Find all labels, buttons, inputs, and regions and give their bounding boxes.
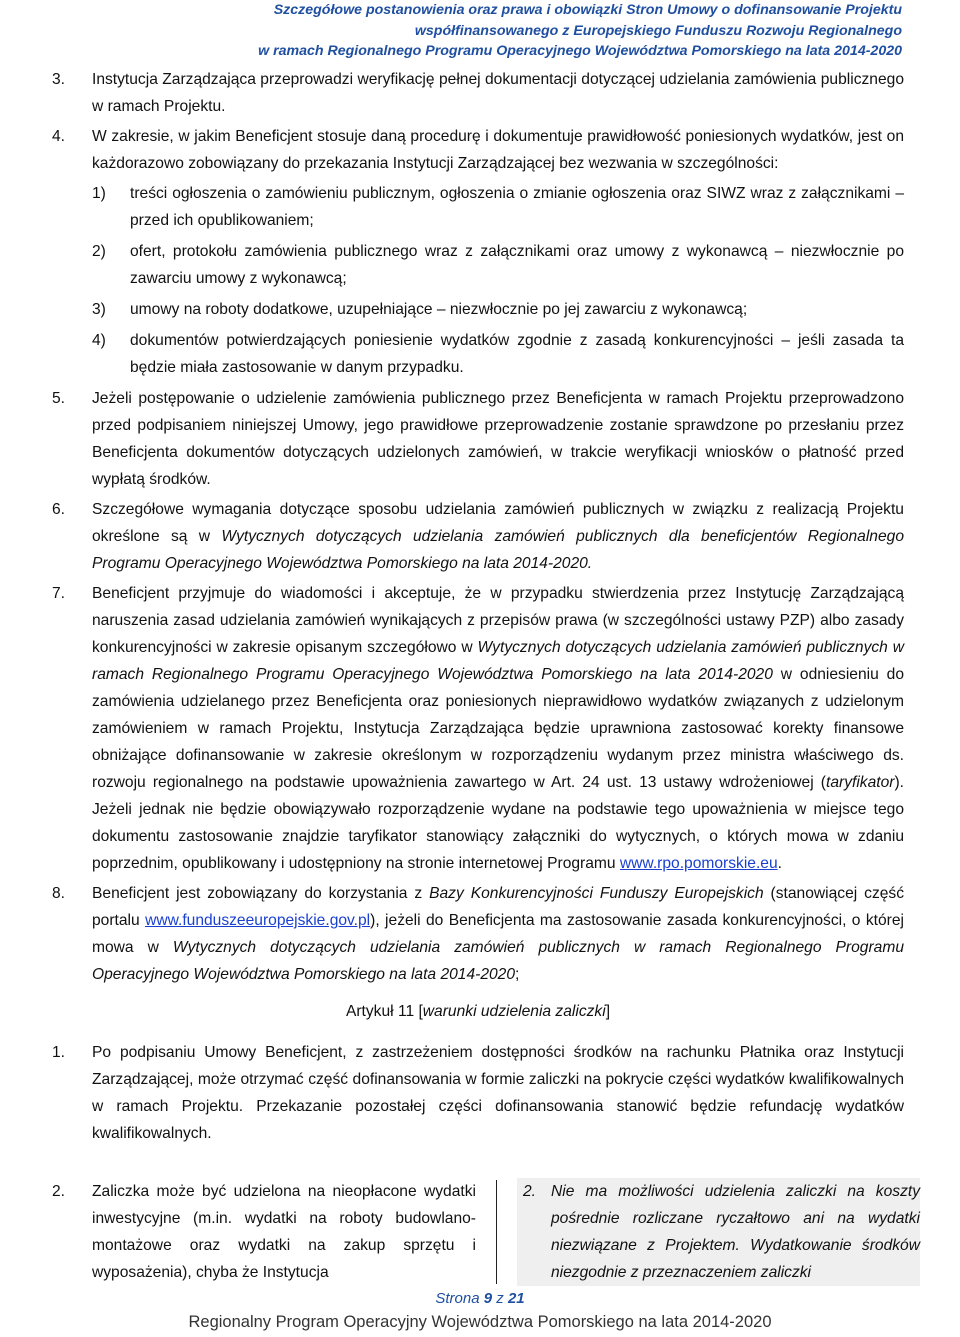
guideline-title: Wytycznych dotyczących udzielania zamówień publicznych w ramach Regionalnego Programu Operacyjnego Województwa Pomorskiego na lata 2014-2020 [92,639,904,683]
list-item-text: dokumentów potwierdzających poniesienie wydatków zgodnie z zasadą konkurencyjności – jeśli zasada ta będzie miała zastosowanie w danym przypadku. [130,332,904,376]
paragraph-5 [52,385,904,493]
article-title: warunki udzielenia zaliczki [422,1003,606,1020]
paragraph-6 [52,496,904,577]
right-column [517,1178,920,1286]
paragraph-number: 1. [52,1044,66,1061]
page-total: 21 [507,1290,525,1307]
text-run: Beneficjent jest zobowiązany do korzystania z [92,885,430,902]
list-item-text: treści ogłoszenia o zamówieniu publicznym, ogłoszenia o zmianie ogłoszenia oraz SIWZ wraz z załącznikami – przed ich opublikowaniem; [130,185,904,229]
paragraph-7 [52,580,904,877]
list-item [92,327,904,381]
paragraph-text [92,580,904,877]
header-line-3: w ramach Regionalnego Programu Operacyjnego Województwa Pomorskiego na lata 2014-2020 [258,43,902,59]
header-line-2: współfinansowanego z Europejskiego Funduszu Rozwoju Regionalnego [414,22,902,39]
page-number [0,1289,960,1309]
eu-funds-portal-link[interactable]: www.funduszeeuropejskie.gov.pl [145,912,371,929]
text-run: ; [515,966,520,983]
article-suffix: ] [605,1003,611,1020]
database-title: Bazy Konkurencyjności Funduszy Europejskich [429,885,764,902]
paragraph-number: 7. [52,585,66,602]
text-run: Szczegółowe wymagania dotyczące sposobu udzielania zamówień publicznych w związku z realizacją Projektu określone są w [92,501,904,545]
article-11-paragraph-1 [52,1039,904,1147]
list-item [92,238,904,292]
paragraph-text [92,496,904,577]
header-line-1: Szczegółowe postanowienia oraz prawa i obowiązki Stron Umowy o dofinansowanie Projektu [273,2,902,18]
paragraph-number: 2. [52,1183,66,1200]
list-item [92,296,904,323]
document-footer: Regionalny Program Operacyjny Województwa Pomorskiego na lata 2014-2020 [188,1313,772,1331]
page-current: 9 [483,1290,493,1307]
paragraph-text: Instytucja Zarządzająca przeprowadzi weryfikację pełnej dokumentacji dotyczącej udzielania zamówienia publicznego w ramach Projektu. [92,71,904,115]
paragraph-text: Zaliczka może być udzielona na nieopłacone wydatki inwestycyjne (m.in. wydatki na roboty budowlano-montażowe oraz wydatki na zakup sprzętu i wyposażenia), chyba że Instytucja [92,1183,476,1281]
paragraph-number: 6. [52,501,66,518]
paragraph-3 [52,66,904,120]
document-body [52,66,904,1150]
text-run: Beneficjent przyjmuje do wiadomości i akceptuje, że w przypadku stwierdzenia przez Instytucję Zarządzającą naruszenia zasad udzielania zamówień wynikających z przepisów prawa (w szczególności ustawy PZP) albo zasady konkurencyjności w zakresie opisanym szczegółowo w [92,585,904,656]
list-item-text: umowy na roboty dodatkowe, uzupełniające – niezwłocznie po jej zawarciu z wykonawcą; [130,301,748,318]
list-item [92,180,904,234]
list-item-number: 1) [92,185,106,202]
rpo-website-link[interactable]: www.rpo.pomorskie.eu [619,855,778,872]
left-column [52,1178,476,1286]
two-column-comparison [52,1178,920,1286]
paragraph-text: Jeżeli postępowanie o udzielenie zamówienia publicznego przez Beneficjenta w ramach Projektu przeprowadzono przed podpisaniem niniejszej Umowy, jego prawidłowe przeprowadzenie zostanie sprawdzone po przesłaniu przez Beneficjenta dokumentów dotyczących udzielonych zamówień, w trakcie weryfikacji wniosków o płatność przed wypłatą środków. [92,390,904,488]
text-run: (stanowiącej część portalu [92,885,905,929]
paragraph-number: 4. [52,128,66,145]
paragraph-number: 2. [523,1183,537,1200]
list-item-text: ofert, protokołu zamówienia publicznego wraz z załącznikami oraz umowy z wykonawcą – niezwłocznie po zawarciu umowy z wykonawcą; [130,243,904,287]
text-run: . [777,855,782,872]
article-heading [52,998,904,1025]
list-item-number: 4) [92,332,106,349]
document-header [182,0,902,62]
paragraph-text [92,880,904,988]
paragraph-text: Po podpisaniu Umowy Beneficjent, z zastrzeżeniem dostępności środków na rachunku Płatnika oraz Instytucji Zarządzającej, może otrzymać część dofinansowania w formie zaliczki na pokrycie części wydatków kwalifikowalnych w ramach Projektu. Przekazanie pozostałej części dofinansowania stanowić będzie refundację wydatków kwalifikowalnych. [92,1044,904,1142]
paragraph-number: 5. [52,390,66,407]
paragraph-4 [52,123,904,177]
page-separator: z [492,1290,508,1307]
text-run: ), jeżeli do Beneficjenta ma zastosowanie zasada konkurencyjności, o której mowa w [92,912,904,956]
paragraph-number: 3. [52,71,66,88]
column-divider [496,1180,497,1284]
guideline-title: Wytycznych dotyczących udzielania zamówień publicznych dla beneficjentów Regionalnego Programu Operacyjnego Województwa Pomorskiego na lata 2014-2020. [92,528,904,572]
paragraph-number: 8. [52,885,66,902]
list-item-number: 2) [92,243,106,260]
paragraph-text: Nie ma możliwości udzielenia zaliczki na koszty pośrednie rozliczane ryczałtowo ani na wydatki niezwiązane z Projektem. Wydatkowanie środków niezgodnie z przeznaczeniem zaliczki [551,1183,920,1281]
paragraph-text: W zakresie, w jakim Beneficjent stosuje daną procedurę i dokumentuje prawidłowość poniesionych wydatków, jest on każdorazowo zobowiązany do przekazania Instytucji Zarządzającej bez wezwania w szczególności: [92,128,904,172]
paragraph-8 [52,880,904,988]
page-prefix: Strona [435,1290,484,1307]
article-prefix: Artykuł 11 [ [345,1003,423,1020]
text-run: ). Jeżeli jednak nie będzie obowiązywało rozporządzenie wydane na podstawie tego upoważnienia w miejsce tego dokumentu zastosowanie znajdzie taryfikator stanowiący załączniki do wytycznych, o których mowa w zdaniu poprzednim, opublikowany i udostępniony na stronie internetowej Programu [92,774,904,872]
taryfikator-term: taryfikator [826,774,895,791]
text-run: w odniesieniu do zamówienia udzielanego przez Beneficjenta oraz poniesionych nieprawidłowo wydatków związanych z udzielonym zamówieniem w ramach Projektu, Instytucja Zarządzająca będzie uprawniona zastosować korekty finansowe obniżające dofinansowanie w zakresie określonym w rozporządzeniu wydanym przez ministra właściwego ds. rozwoju regionalnego na podstawie upoważnienia zawartego w Art. 24 ust. 13 ustawy wdrożeniowej ( [92,666,904,791]
guideline-title: Wytycznych dotyczących udzielania zamówień publicznych w ramach Regionalnego Programu Operacyjnego Województwa Pomorskiego na lata 2014-2020 [92,939,904,983]
list-item-number: 3) [92,301,106,318]
